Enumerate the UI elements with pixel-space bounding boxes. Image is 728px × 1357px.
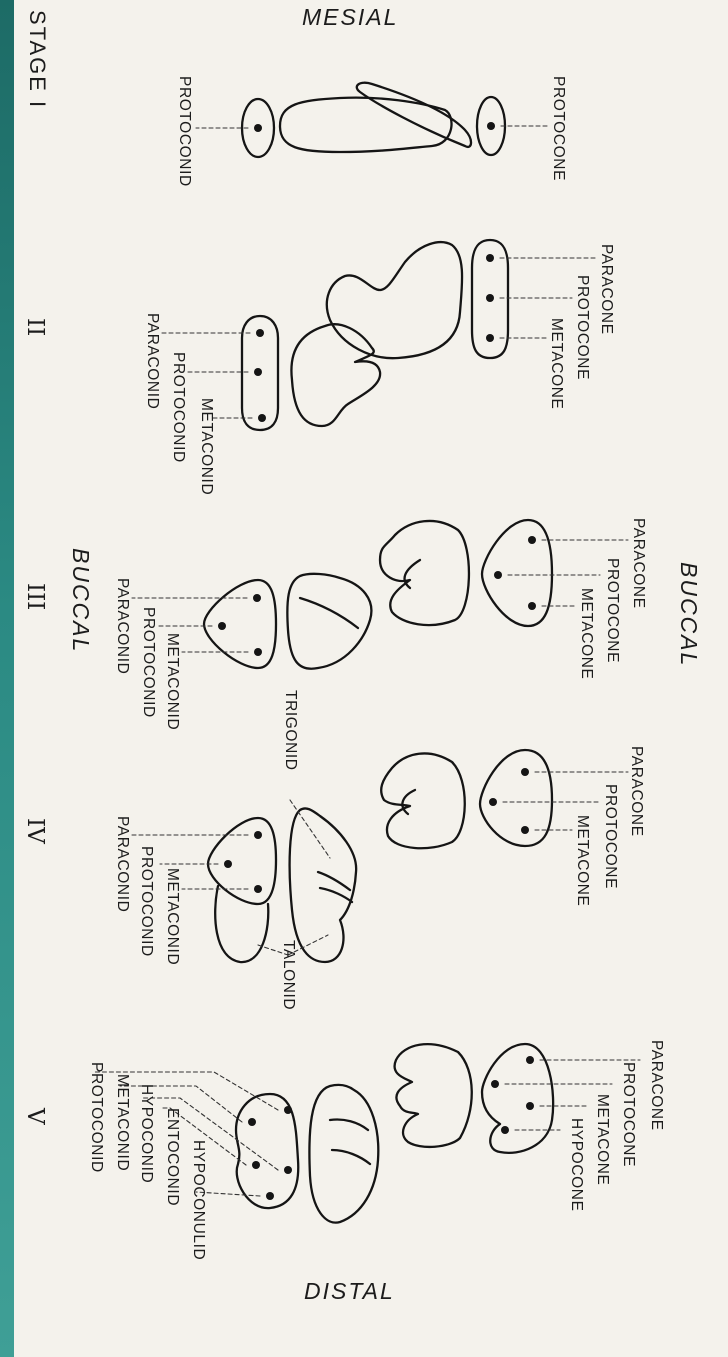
paracone-cusp-dot <box>528 536 536 544</box>
stage-5-lower-cusp-label: HYPOCONID <box>138 1084 155 1184</box>
stage-4-upper-cusp-label: PARACONE <box>628 746 645 837</box>
stage-3-upper-side-outline <box>380 521 469 625</box>
stage-4-upper-side-outline <box>381 753 465 848</box>
metacone-cusp-dot <box>528 602 536 610</box>
stage-1-lower-side-outline <box>280 98 452 152</box>
metacone-cusp-dot <box>526 1102 534 1110</box>
paraconid-cusp-dot <box>256 329 264 337</box>
paraconid-cusp-dot <box>253 594 261 602</box>
stage-5-upper-side-outline <box>395 1044 472 1147</box>
metaconid-cusp-dot <box>254 648 262 656</box>
protoconid-cusp-dot <box>254 124 262 132</box>
stage-3-upper-cusp-groove <box>405 560 420 588</box>
protocone-cusp-dot <box>489 798 497 806</box>
stage-4-upper-occlusal-outline <box>480 750 552 846</box>
hypoconulid-cusp-dot <box>266 1192 274 1200</box>
metaconid-cusp-dot <box>254 885 262 893</box>
metacone-cusp-dot <box>486 334 494 342</box>
stage-3-upper-cusp-label: PARACONE <box>630 518 647 609</box>
stage-2-lower-cusp-label: PROTOCONID <box>170 352 187 463</box>
protoconid-cusp-dot <box>224 860 232 868</box>
stage-1-upper-side-outline <box>357 83 471 147</box>
hypocone-cusp-dot <box>501 1126 509 1134</box>
stage-4-upper-cusp-groove <box>402 790 415 814</box>
protocone-cusp-dot <box>487 122 495 130</box>
paracone-cusp-dot <box>486 254 494 262</box>
stage-label-5: V <box>22 1108 48 1125</box>
stage-5-lower-side-outline <box>309 1085 378 1223</box>
stage-4-upper-cusp-label: PROTOCONE <box>602 784 619 890</box>
metacone-cusp-dot <box>521 826 529 834</box>
protoconid-cusp-dot <box>254 368 262 376</box>
stage-5-upper-cusp-label: HYPOCONE <box>568 1118 585 1212</box>
stage-5-upper-cusp-label: PROTOCONE <box>620 1062 637 1168</box>
stage-4-teeth <box>132 750 628 962</box>
stage-4-lower-side-outline <box>290 808 357 962</box>
stage-3-lower-cusp-groove <box>300 598 358 628</box>
stage-3-lower-side-outline <box>287 574 371 669</box>
stage-3-upper-cusp-label: PROTOCONE <box>604 558 621 664</box>
paraconid-cusp-dot <box>254 831 262 839</box>
talonid-label: TALONID <box>280 940 297 1011</box>
distal-label: DISTAL <box>304 1278 395 1304</box>
stage-5-upper-cusp-label: PARACONE <box>648 1040 665 1131</box>
stage-2-lower-side-outline <box>291 324 380 426</box>
stage-label-3: III <box>22 583 48 611</box>
stage-2-upper-cusp-label: METACONE <box>548 318 565 410</box>
stage-3-lower-cusp-label: PROTOCONID <box>140 607 157 718</box>
stage-3-upper-occlusal-outline <box>482 520 552 626</box>
stage-2-lower-cusp-label: METACONID <box>198 398 215 496</box>
metaconid-cusp-dot <box>248 1118 256 1126</box>
stage-label-4: IV <box>22 818 48 844</box>
trigonid-label: TRIGONID <box>282 690 299 771</box>
stage-3-lower-occlusal-outline <box>204 580 276 668</box>
stage-4-upper-cusp-label: METACONE <box>574 815 591 907</box>
protoconid-cusp-dot <box>218 622 226 630</box>
stage-4-lower-cusp-label: PARACONID <box>114 816 131 913</box>
stage-5-upper-cusp-label: METACONE <box>594 1094 611 1186</box>
stage-2-upper-cusp-label: PROTOCONE <box>574 275 591 381</box>
stage-1-teeth <box>196 83 548 157</box>
stage-3-lower-cusp-label: METACONID <box>164 633 181 731</box>
stage-1-upper-cusp-label: PROTOCONE <box>550 76 567 182</box>
stage-label-1: STAGE I <box>25 10 50 110</box>
metaconid-cusp-dot <box>258 414 266 422</box>
stage-5-lower-cusp-label: METACONID <box>114 1074 131 1172</box>
stage-5-lower-cusp-label: ENTOCONID <box>164 1108 181 1207</box>
buccal-lower-label: BUCCAL <box>68 548 94 654</box>
protoconid-cusp-dot <box>284 1106 292 1114</box>
stage-4-lower-cusp-label: METACONID <box>164 868 181 966</box>
paracone-cusp-dot <box>521 768 529 776</box>
stage-3-lower-cusp-label: PARACONID <box>114 578 131 675</box>
mesial-label: MESIAL <box>302 4 399 30</box>
protocone-cusp-dot <box>491 1080 499 1088</box>
stage-3-upper-cusp-label: METACONE <box>578 588 595 680</box>
stage-2-teeth <box>160 240 596 430</box>
stage-4-lower-cusp-label: PROTOCONID <box>138 846 155 957</box>
stage-2-lower-cusp-label: PARACONID <box>144 313 161 410</box>
buccal-upper-label: BUCCAL <box>676 562 702 668</box>
stage-1-lower-cusp-label: PROTOCONID <box>176 76 193 187</box>
protocone-cusp-dot <box>494 571 502 579</box>
stage-label-2: II <box>22 318 48 337</box>
paracone-cusp-dot <box>526 1056 534 1064</box>
stage-2-upper-side-outline <box>327 242 462 358</box>
protocone-cusp-dot <box>486 294 494 302</box>
entoconid-cusp-dot <box>252 1161 260 1169</box>
stage-5-lower-cusp-label: PROTOCONID <box>88 1062 105 1173</box>
hypoconid-cusp-dot <box>284 1166 292 1174</box>
stage-3-teeth <box>132 520 628 669</box>
stage-4-lower-cusp-groove <box>318 872 352 902</box>
stage-4-lower-occlusal-outline <box>208 818 276 962</box>
stage-5-lower-cusp-label: HYPOCONULID <box>190 1140 207 1261</box>
stage-5-lower-cusp-groove <box>330 1119 370 1164</box>
stage-2-upper-cusp-label: PARACONE <box>598 244 615 335</box>
